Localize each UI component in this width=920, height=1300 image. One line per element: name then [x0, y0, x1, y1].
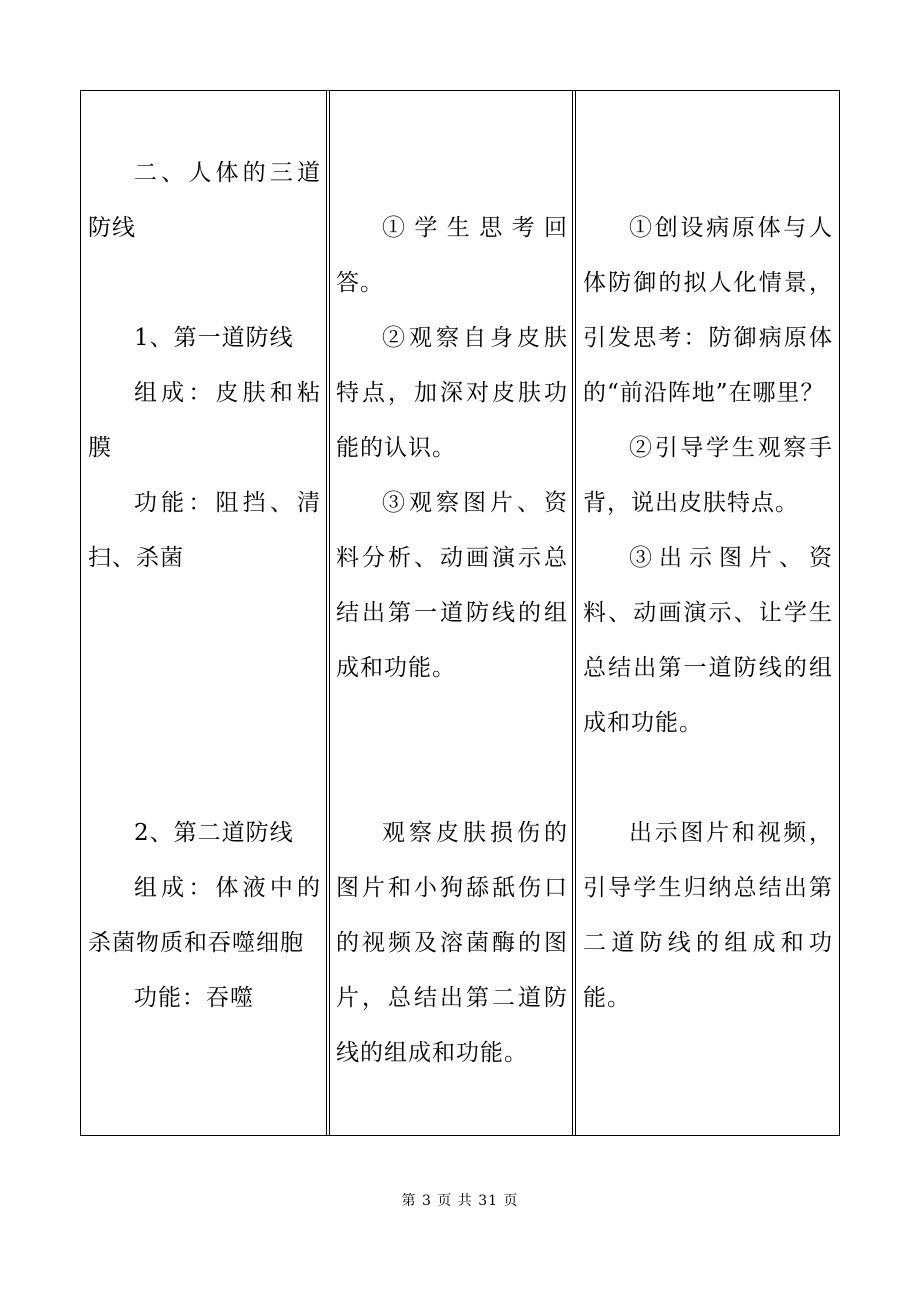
- teacher-activity-item: ①创设病原体与人体防御的拟人化情景，引发思考：防御病原体的“前沿阵地”在哪里？: [583, 215, 833, 406]
- content-cell-first-defense: [88, 146, 321, 586]
- column-divider: [575, 90, 576, 1136]
- second-defense-heading: 2、第二道防线: [134, 820, 294, 846]
- second-defense-composition: 组成：体液中的杀菌物质和吞噬细胞: [88, 875, 321, 956]
- column-divider: [326, 90, 327, 1136]
- section-title: 二、人体的三道防线: [88, 160, 321, 241]
- first-defense-heading: 1、第一道防线: [134, 325, 294, 351]
- student-activity-item: ①学生思考回答。: [336, 215, 568, 296]
- column-divider: [329, 90, 330, 1136]
- second-defense-function: 功能：吞噬: [134, 985, 254, 1011]
- teacher-activity-item: ③出示图片、资料、动画演示、让学生总结出第一道防线的组成和功能。: [583, 545, 833, 736]
- student-activity-cell-first-defense: [336, 201, 568, 696]
- teacher-activity-cell-second-defense: [583, 806, 833, 1026]
- table-left-border: [80, 90, 81, 1136]
- teacher-activity-cell-first-defense: [583, 201, 833, 751]
- student-activity-cell-second-defense: [336, 806, 568, 1081]
- table-right-border: [839, 90, 840, 1136]
- student-activity-item: ③观察图片、资料分析、动画演示总结出第一道防线的组成和功能。: [336, 490, 568, 681]
- first-defense-composition: 组成：皮肤和粘膜: [88, 380, 321, 461]
- column-divider: [572, 90, 573, 1136]
- table-bottom-border: [80, 1135, 840, 1136]
- student-activity-item: 观察皮肤损伤的图片和小狗舔舐伤口的视频及溶菌酶的图片，总结出第二道防线的组成和功能。: [336, 820, 568, 1066]
- first-defense-function: 功能：阻挡、清扫、杀菌: [88, 490, 321, 571]
- content-cell-second-defense: [88, 806, 321, 1026]
- table-top-border: [80, 90, 840, 91]
- page-footer: 第 3 页 共 31 页: [401, 1193, 519, 1209]
- student-activity-item: ②观察自身皮肤特点，加深对皮肤功能的认识。: [336, 325, 568, 461]
- teacher-activity-item: 出示图片和视频，引导学生归纳总结出第二道防线的组成和功能。: [583, 820, 833, 1011]
- teacher-activity-item: ②引导学生观察手背，说出皮肤特点。: [583, 435, 833, 516]
